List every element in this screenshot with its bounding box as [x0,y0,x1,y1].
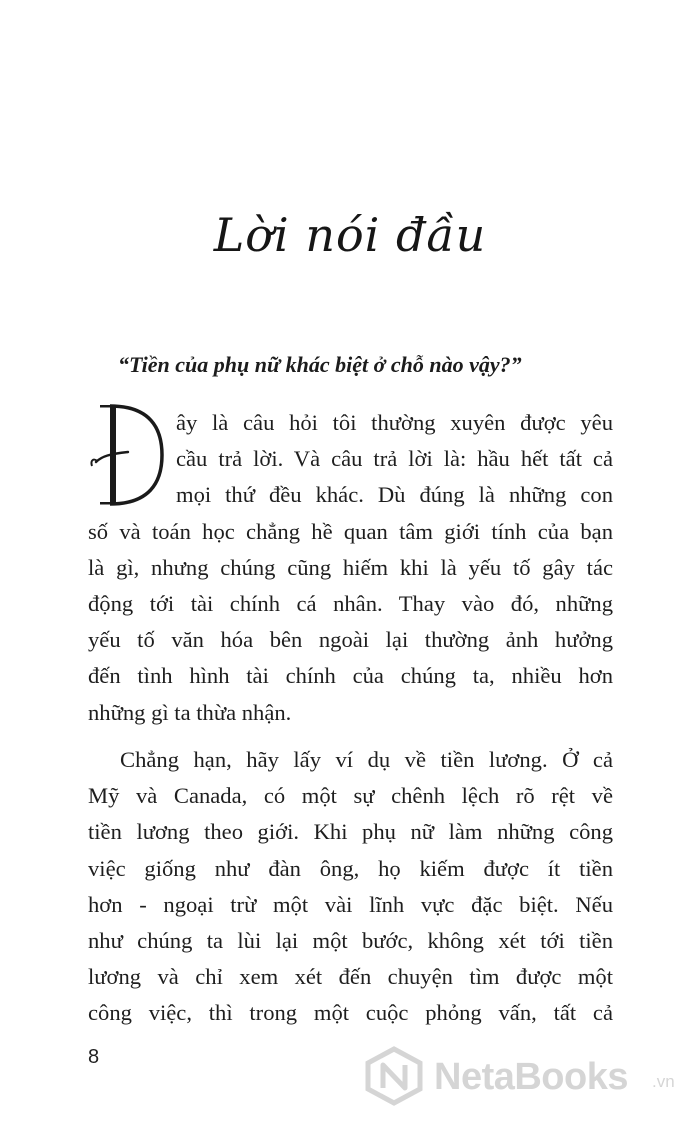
text-line: những gì ta thừa nhận. [88,699,292,725]
text-line: công việc, thì trong một cuộc phỏng vấn, tất cả [88,1000,613,1026]
text-line: đến tình hình tài chính của chúng ta, nhiều hơn [88,663,613,689]
text-line: việc giống như đàn ông, họ kiếm được ít tiền [88,855,613,881]
paragraph-1 [88,405,613,731]
text-line: cầu trả lời. Và câu trả lời là: hầu hết tất cả [176,446,613,472]
watermark-suffix: .vn [652,1072,675,1091]
text-line: ây là câu hỏi tôi thường xuyên được yêu [176,410,613,435]
page-number: 8 [88,1046,100,1068]
text-line: số và toán học chẳng hề quan tâm giới tính của bạn [88,518,613,544]
netabooks-logo-icon [362,1046,426,1106]
text-line: hơn - ngoại trừ một vài lĩnh vực đặc biệt. Nếu [88,891,613,917]
text-line: là gì, nhưng chúng cũng hiếm khi là yếu tố gây tác [88,554,613,580]
chapter-title: Lời nói đầu [213,208,487,262]
epigraph-quote: “Tiền của phụ nữ khác biệt ở chỗ nào vậy?” [118,352,522,377]
watermark-brand: NetaBooks [434,1056,628,1098]
text-line: mọi thứ đều khác. Dù đúng là những con [176,482,613,508]
text-line: Mỹ và Canada, có một sự chênh lệch rõ rệt về [88,783,613,809]
text-line: lương và chỉ xem xét đến chuyện tìm được một [88,964,613,990]
text-line: yếu tố văn hóa bên ngoài lại thường ảnh hưởng [88,627,613,653]
watermark-logo [362,1046,692,1106]
paragraph-2 [88,742,613,1032]
text-line: động tới tài chính cá nhân. Thay vào đó, những [88,591,613,617]
text-line: tiền lương theo giới. Khi phụ nữ làm những công [88,819,613,845]
text-line: như chúng ta lùi lại một bước, không xét tới tiền [88,928,613,954]
text-line: Chẳng hạn, hãy lấy ví dụ về tiền lương. Ở cả [120,747,613,772]
